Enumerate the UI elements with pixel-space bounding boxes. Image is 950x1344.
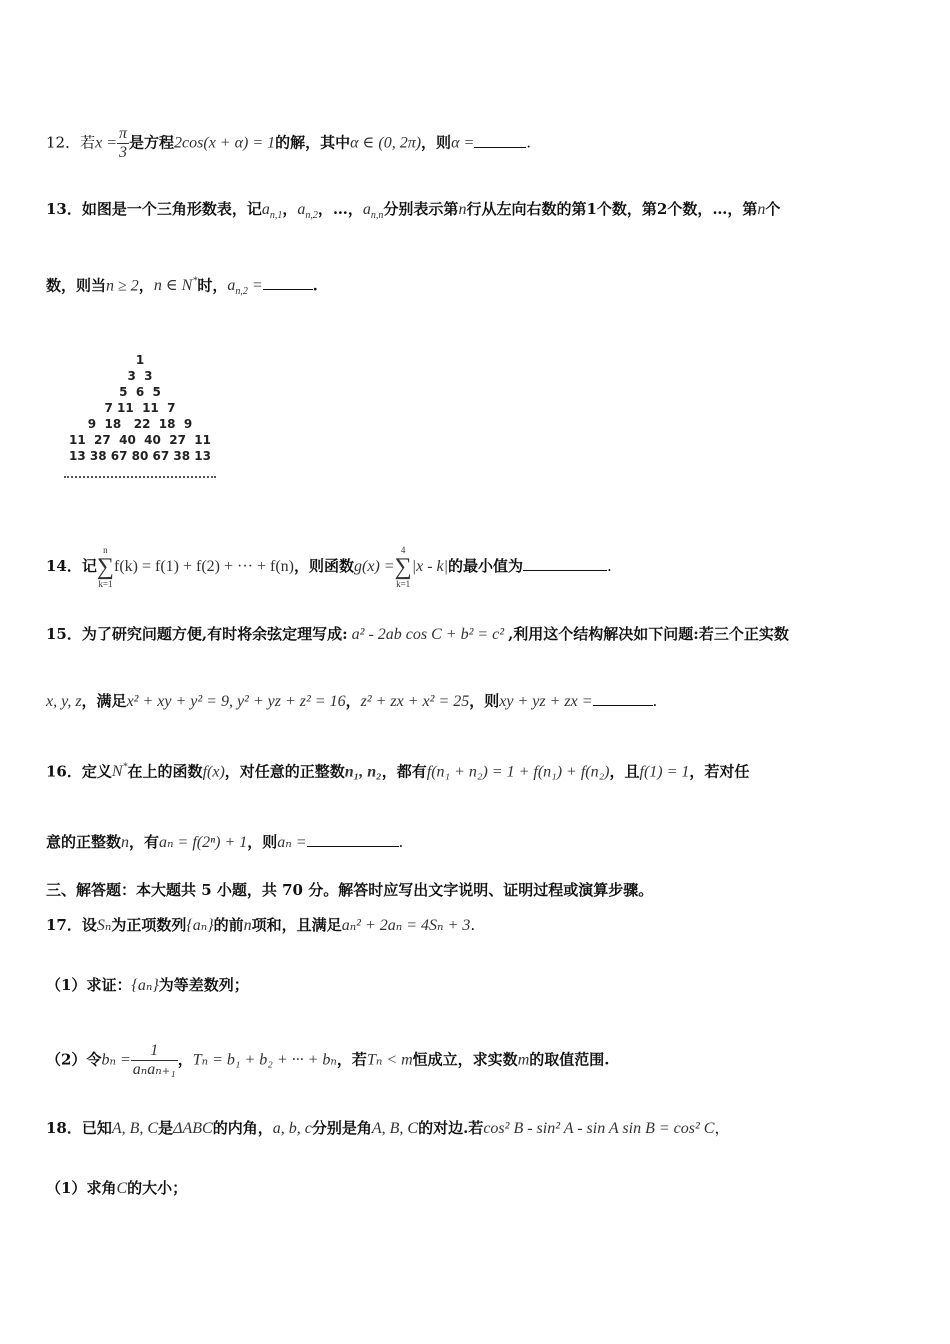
q12-alpha-eq: α = [451,134,475,152]
q15-number: 15．为了研究问题方便,有时将余弦定理写成: [46,625,348,643]
q17-bn-fraction: $\frac{1}{\text{aₙaₙ₊₁}}$ [132,1042,176,1078]
q12-text-1: 是方程 [129,133,175,152]
q12-answer-blank[interactable] [474,133,526,148]
triangle-row: 11 27 40 40 27 11 [69,433,211,447]
q12-equation: 2cos(x + α) = 1 [174,134,276,152]
number-triangle-figure [62,352,218,464]
q17-part-1: （1）求证：{aₙ}为等差数列； [46,976,249,994]
q17-line: 17．设Sₙ为正项数列{aₙ}的前n项和，且满足aₙ² + 2aₙ = 4Sₙ + 3. [46,916,476,934]
section-3-heading: 三、解答题：本大题共 5 小题，共 70 分。解答时应写出文字说明、证明过程或演算步骤。 [46,881,654,899]
triangle-row: 3 3 [127,369,153,383]
q12-condition: α ∈ (0, 2π) [350,134,422,152]
q12-number: 12．若 [46,133,96,152]
q14-answer-blank[interactable] [523,556,607,571]
triangle-ellipsis-dots [64,476,216,478]
q14-number: 14．记 [46,557,97,575]
q14-sum-symbol: n ∑ k=1 [96,545,114,589]
q12-x-eq: x = [95,134,117,152]
q17-number: 17．设 [46,916,97,934]
q15-line-2: x, y, z，满足x² + xy + y² = 9, y² + yz + z² = 16，z² + zx + x² = 25，则xy + yz + zx = . [46,692,658,710]
q15-answer-blank[interactable] [593,691,653,706]
q12-pi-over-3: $\frac{\pi}{3}$ [119,125,128,161]
q15-line-1: 15．为了研究问题方便,有时将余弦定理写成: a² - 2ab cos C + b² = c² ,利用这个结构解决如下问题:若三个正实数 [46,625,789,643]
triangle-row: 7 11 11 7 [104,401,176,415]
q13-line-2: 数，则当n ≥ 2，n ∈ N*时，$a_{n,2}$ = . [46,276,318,298]
q16-line-1: 16．定义N*在上的函数f(x)，对任意的正整数n₁, n₂，都有f(n₁ + n₂) = 1 + f(n₁) + f(n₂)，且f(1) = 1，若对任 [46,762,750,781]
q18-number: 18．已知 [46,1119,112,1137]
q13-line-1: 13．如图是一个三角形数表，记$a_{n,1}$，$a_{n,2}$，…，$a_{n,n}$分别表示第n行从左向右数的第1个数，第2个数，…，第n个 [46,200,781,222]
q14-line: 14．记 n ∑ k=1 f(k) = f(1) + f(2) + ··· + f(n)，则函数g(x) = 4 ∑ k=1 |x - k|的最小值为 . [46,545,612,589]
q14-sum-symbol-2: 4 ∑ k=1 [394,545,412,589]
triangle-row: 13 38 67 80 67 38 13 [69,449,211,463]
triangle-row: 9 18 22 18 9 [87,417,193,431]
triangle-row: 1 [135,353,145,367]
q14-sum-expr: f(k) = f(1) + f(2) + ··· + f(n) [113,558,294,575]
q12-text-3: ，则 [421,133,452,152]
q18-part-1: （1）求角C的大小； [46,1179,188,1197]
q16-line-2: 意的正整数n，有aₙ = f(2ⁿ) + 1，则aₙ = . [46,833,404,851]
q13-answer-blank[interactable] [263,275,313,290]
q18-line: 18．已知A, B, C是ΔABC的内角，a, b, c分别是角A, B, C的对边.若cos² B - sin² A - sin A sin B = cos² C， [46,1119,730,1137]
q16-answer-blank[interactable] [307,832,399,847]
q12-line [46,125,531,162]
triangle-row: 5 6 5 [119,385,161,399]
q17-part-2: （2）令bₙ = $\frac{1}{\text{aₙaₙ₊₁}}$ ，Tₙ = b₁ + b₂ + ··· + bₙ，若Tₙ < m恒成立，求实数m的取值范围. [46,1042,610,1078]
q16-number: 16．定义 [46,762,112,781]
q12-text-2: 的解，其中 [275,133,351,152]
q13-number: 13．如图是一个三角形数表，记 [46,200,262,218]
q12-end: . [526,133,532,152]
